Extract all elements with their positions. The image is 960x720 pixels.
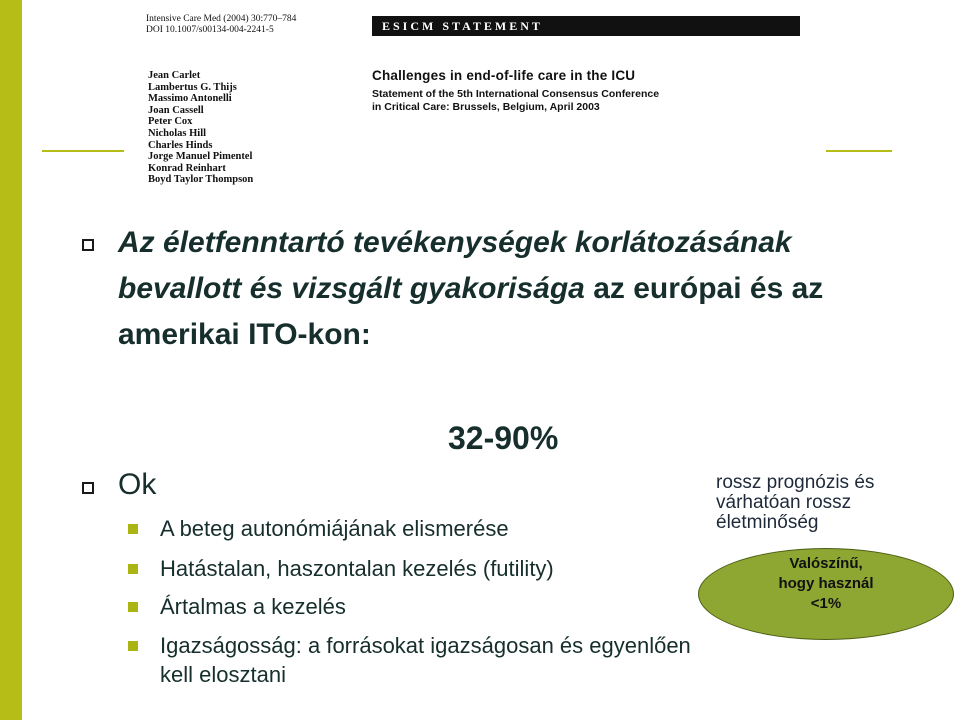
reason-item: Hatástalan, haszontalan kezelés (futility) [160, 556, 554, 581]
author: Joan Cassell [148, 104, 204, 116]
divider-rule-right [826, 150, 892, 152]
reason-item-continuation: kell elosztani [160, 662, 286, 687]
callout-line: várhatóan rossz [716, 492, 852, 513]
author: Massimo Antonelli [148, 93, 232, 105]
oval-line: hogy használ [778, 575, 874, 592]
subtitle-line: in Critical Care: Brussels, Belgium, April 2003 [372, 101, 600, 113]
reason-item: Igazságosság: a forrásokat igazságosan és egyenlően [160, 633, 691, 658]
author: Nicholas Hill [148, 127, 207, 139]
author: Charles Hinds [148, 139, 213, 151]
author-list [148, 70, 253, 186]
oval-text [698, 554, 954, 614]
journal-citation [146, 14, 296, 36]
oval-line: <1% [810, 595, 842, 612]
sub-bullet-icon [128, 602, 138, 612]
reason-item: A beteg autonómiájának elismerése [160, 516, 509, 541]
subtitle-line: Statement of the 5th International Consensus Conference [372, 88, 660, 100]
square-bullet-icon [82, 482, 94, 494]
percentage-value: 32-90% [448, 420, 559, 456]
author: Konrad Reinhart [148, 162, 226, 174]
author: Peter Cox [148, 116, 193, 128]
journal-line: Intensive Care Med (2004) 30:770–784 [146, 14, 297, 24]
oval-line: Valószínű, [789, 555, 863, 572]
square-bullet-icon [82, 239, 94, 251]
paper-subtitle [372, 88, 812, 114]
heading-italic-part: Az életfenntartó tevékenységek korlátozásának bevallott és vizsgált gyakorisága [118, 226, 792, 305]
probability-oval [698, 548, 954, 640]
reason-item: Ártalmas a kezelés [160, 594, 346, 619]
author: Jean Carlet [148, 70, 201, 81]
author: Lambertus G. Thijs [148, 81, 237, 93]
left-accent-bar [0, 0, 22, 720]
callout-text [716, 473, 956, 533]
callout-line: rossz prognózis és [716, 472, 875, 493]
doi-line: DOI 10.1007/s00134-004-2241-5 [146, 25, 274, 35]
divider-rule-left [42, 150, 124, 152]
author: Jorge Manuel Pimentel [148, 151, 253, 163]
paper-title: Challenges in end-of-life care in the ICU [372, 68, 636, 83]
sub-bullet-icon [128, 524, 138, 534]
heading-regular-part: az európai és az amerikai ITO-kon: [118, 272, 824, 351]
statement-label: ESICM STATEMENT [372, 16, 800, 36]
ok-label: Ok [118, 468, 157, 501]
sub-bullet-icon [128, 564, 138, 574]
slide-heading [118, 220, 848, 358]
paper-header-image [140, 14, 820, 186]
callout-line: életminőség [716, 512, 819, 533]
author: Boyd Taylor Thompson [148, 174, 254, 186]
sub-bullet-icon [128, 641, 138, 651]
